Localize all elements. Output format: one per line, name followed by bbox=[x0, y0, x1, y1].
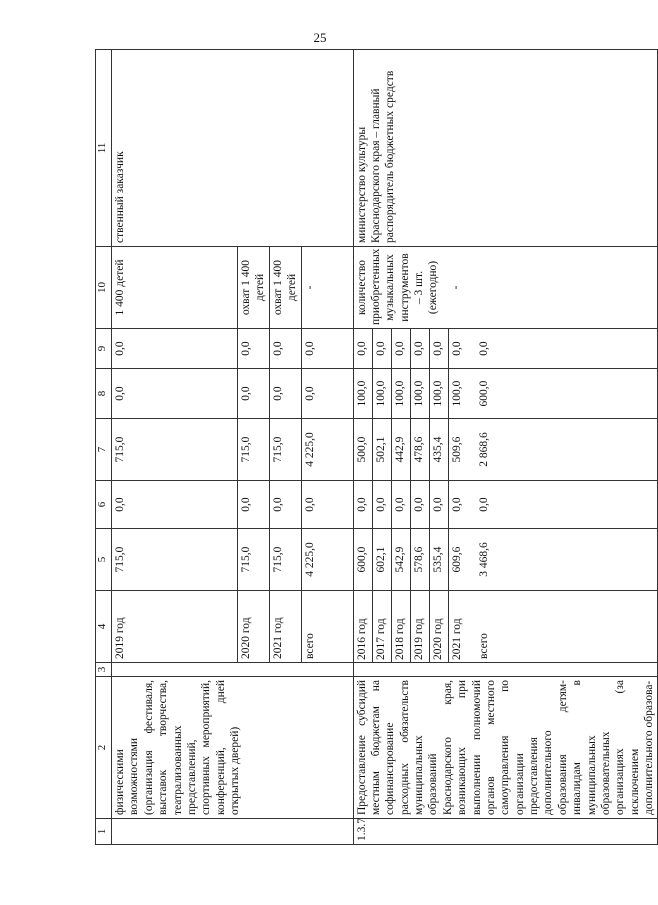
col-header: 8 bbox=[96, 369, 112, 419]
empty-cell bbox=[353, 663, 658, 677]
value-cell: 0,0 bbox=[301, 329, 353, 369]
value-cell: 435,4 bbox=[430, 419, 449, 480]
value-cell: 100,0 bbox=[450, 380, 463, 407]
value-cell: 100,0 bbox=[354, 369, 373, 418]
value-cell: 0,0 bbox=[392, 329, 411, 368]
value-stack bbox=[353, 329, 658, 369]
empty-cell bbox=[112, 663, 354, 677]
value-cell: 0,0 bbox=[430, 481, 449, 528]
total-value: 3 468,6 bbox=[477, 542, 490, 577]
value-cell: 0,0 bbox=[269, 481, 301, 529]
year-cell: 2016 год bbox=[354, 591, 373, 662]
value-cell: 0,0 bbox=[411, 329, 430, 368]
indicator-cell: охват 1 400 детей bbox=[269, 247, 301, 329]
year-cell: 2021 год bbox=[450, 618, 463, 660]
total-value: 600,0 bbox=[477, 380, 490, 407]
value-cell: 0,0 bbox=[354, 329, 373, 368]
year-cell: 2017 год bbox=[373, 591, 392, 662]
customer-cell: министерство культуры Краснодарского края – главный распорядитель бюджетных средств bbox=[353, 50, 658, 247]
col-header: 6 bbox=[96, 481, 112, 529]
col-header: 10 bbox=[96, 247, 112, 329]
value-cell: 0,0 bbox=[354, 481, 373, 528]
value-cell: 100,0 bbox=[392, 369, 411, 418]
col-header: 11 bbox=[96, 50, 112, 247]
value-cell: 442,9 bbox=[392, 419, 411, 480]
value-stack bbox=[353, 529, 658, 591]
value-cell: 4 225,0 bbox=[301, 529, 353, 591]
value-cell: 0,0 bbox=[301, 369, 353, 419]
customer-cell: ственный заказчик bbox=[112, 50, 354, 247]
value-cell: 715,0 bbox=[269, 419, 301, 481]
year-cell: 2021 год bbox=[269, 591, 301, 663]
value-cell: 0,0 bbox=[269, 369, 301, 419]
col-header: 9 bbox=[96, 329, 112, 369]
item-number: 1.3.7 bbox=[353, 819, 658, 845]
year-cell: 2019 год bbox=[411, 591, 430, 662]
value-cell: 100,0 bbox=[411, 369, 430, 418]
program-table bbox=[95, 49, 658, 845]
rotated-table-container bbox=[95, 50, 655, 845]
col-header: 5 bbox=[96, 529, 112, 591]
year-stack bbox=[353, 591, 658, 663]
value-cell: 100,0 bbox=[373, 369, 392, 418]
value-cell: 715,0 bbox=[238, 419, 270, 481]
total-value: 0,0 bbox=[477, 341, 490, 356]
value-cell: 500,0 bbox=[354, 419, 373, 480]
value-cell: 535,4 bbox=[430, 529, 449, 590]
value-cell: 600,0 bbox=[354, 529, 373, 590]
value-cell: 0,0 bbox=[430, 329, 449, 368]
value-cell: 0,0 bbox=[450, 341, 463, 356]
value-cell: 0,0 bbox=[411, 481, 430, 528]
item-description: физическими возможностями (организация фестиваля, выставок творчества, театрализованных представлений, спортивных мероприятий, конференций, дней открытых дверей) bbox=[112, 677, 354, 819]
col-header: 7 bbox=[96, 419, 112, 481]
col-header: 2 bbox=[96, 677, 112, 819]
indicator-stack bbox=[353, 247, 658, 329]
indicator-text: количество приобретенных музыкальных инструментов – 3 шт. (ежегодно) bbox=[355, 248, 440, 325]
value-cell: 0,0 bbox=[373, 481, 392, 528]
value-cell: 715,0 bbox=[238, 529, 270, 591]
value-cell: 0,0 bbox=[238, 329, 270, 369]
value-cell: 542,9 bbox=[392, 529, 411, 590]
value-cell: 509,6 bbox=[450, 436, 463, 463]
value-cell: 715,0 bbox=[269, 529, 301, 591]
value-cell: 0,0 bbox=[373, 329, 392, 368]
value-cell: 578,6 bbox=[411, 529, 430, 590]
value-cell: 609,6 bbox=[450, 546, 463, 573]
col-header: 1 bbox=[96, 819, 112, 845]
table-frame bbox=[95, 50, 655, 845]
value-cell: 100,0 bbox=[430, 369, 449, 418]
value-cell: 0,0 bbox=[301, 481, 353, 529]
header-row bbox=[96, 50, 112, 845]
value-stack bbox=[353, 369, 658, 419]
year-cell: 2020 год bbox=[238, 591, 270, 663]
year-cell: 2018 год bbox=[392, 591, 411, 662]
item-description: Предоставление субсидий местным бюджетам на софинансирование расходных обязательств муниципальных образований Краснодарского края, возникающих при выполнении полномочий органов местного самоуправления по организации предоставления дополнительного образования детям-инвалидам в муниципальных образовательных организациях (за исключением дополнительного образова- bbox=[353, 677, 658, 819]
value-cell: 0,0 bbox=[112, 329, 238, 369]
value-cell: 715,0 bbox=[112, 419, 238, 481]
value-cell: 0,0 bbox=[112, 369, 238, 419]
year-cell: 2019 год bbox=[112, 591, 238, 663]
total-value: 0,0 bbox=[477, 497, 490, 512]
value-cell: 502,1 bbox=[373, 419, 392, 480]
total-value: 2 868,6 bbox=[477, 432, 490, 467]
value-stack bbox=[353, 419, 658, 481]
indicator-cell: охват 1 400 детей bbox=[238, 247, 270, 329]
value-cell: 0,0 bbox=[238, 369, 270, 419]
page-number: 25 bbox=[313, 30, 327, 45]
value-cell: 0,0 bbox=[450, 497, 463, 512]
value-cell: 0,0 bbox=[112, 481, 238, 529]
col-header: 4 bbox=[96, 591, 112, 663]
value-cell: 0,0 bbox=[238, 481, 270, 529]
year-cell: всего bbox=[301, 591, 353, 663]
total-indicator: - bbox=[449, 285, 462, 290]
value-cell: 715,0 bbox=[112, 529, 238, 591]
table-row bbox=[112, 50, 238, 845]
total-label: всего bbox=[477, 633, 490, 659]
value-cell: 602,1 bbox=[373, 529, 392, 590]
indicator-cell: - bbox=[301, 247, 353, 329]
value-stack bbox=[353, 481, 658, 529]
value-cell: 0,0 bbox=[392, 481, 411, 528]
value-cell: 0,0 bbox=[269, 329, 301, 369]
year-cell: 2020 год bbox=[430, 591, 449, 662]
table-row bbox=[353, 50, 658, 845]
value-cell: 478,6 bbox=[411, 419, 430, 480]
item-number bbox=[112, 819, 354, 845]
col-header: 3 bbox=[96, 663, 112, 677]
value-cell: 4 225,0 bbox=[301, 419, 353, 481]
indicator-cell: 1 400 детей bbox=[112, 247, 238, 329]
